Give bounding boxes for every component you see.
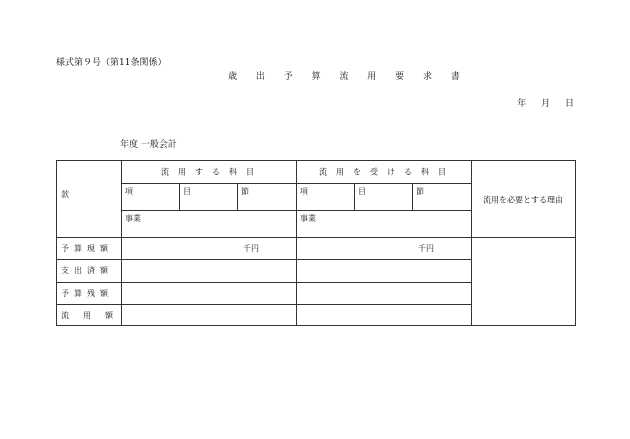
- form-number: 様式第９号（第11条関係）: [56, 58, 167, 68]
- grid-line: [296, 161, 297, 325]
- row-label-budget-remaining: 予算残額: [61, 289, 113, 298]
- kan-label: 款: [61, 190, 69, 199]
- from-kou-label: 項: [125, 187, 133, 196]
- grid-line: [179, 183, 180, 210]
- row-label-budget-current: 予算現額: [61, 244, 113, 253]
- to-jigyo-label: 事業: [300, 214, 316, 223]
- unit-from: 千円: [243, 244, 259, 253]
- row-label-transfer-amount: 流用額: [61, 311, 127, 320]
- grid-line: [57, 282, 471, 283]
- from-setsu-label: 節: [241, 187, 249, 196]
- request-table: [56, 160, 576, 326]
- grid-line: [57, 304, 471, 305]
- to-kou-label: 項: [300, 187, 308, 196]
- to-account-header: 流用を受ける科目: [319, 167, 455, 177]
- from-moku-label: 目: [183, 187, 191, 196]
- to-moku-label: 目: [358, 187, 366, 196]
- grid-line: [121, 161, 122, 325]
- unit-to: 千円: [418, 244, 434, 253]
- reason-header: 流用を必要とする理由: [483, 195, 563, 205]
- date-line: 年 月 日: [517, 99, 574, 109]
- to-setsu-label: 節: [416, 187, 424, 196]
- document-title: 歳 出 予 算 流 用 要 求 書: [228, 72, 468, 82]
- from-jigyo-label: 事業: [125, 214, 141, 223]
- grid-line: [237, 183, 238, 210]
- grid-line: [57, 237, 575, 238]
- from-account-header: 流用する科目: [161, 167, 263, 177]
- grid-line: [354, 183, 355, 210]
- grid-line: [471, 161, 472, 325]
- row-label-expended: 支出済額: [61, 266, 113, 275]
- grid-line: [57, 259, 471, 260]
- fiscal-year-label: 年度 一般会計: [120, 140, 177, 150]
- grid-line: [412, 183, 413, 210]
